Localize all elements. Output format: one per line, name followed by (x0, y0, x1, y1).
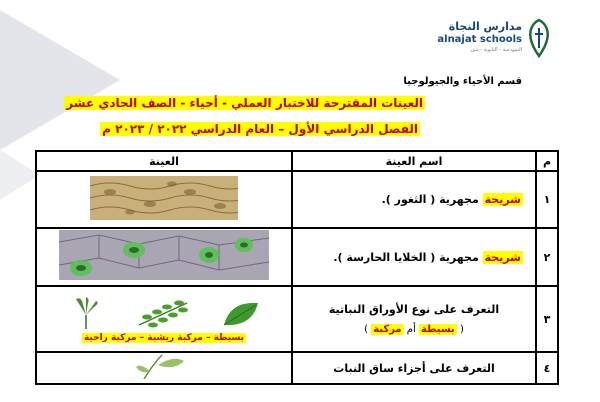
sample-name: التعرف على أجزاء ساق النبات (292, 352, 536, 384)
connector-word: أم (403, 324, 419, 335)
table-row (36, 286, 558, 352)
sample-name (292, 286, 536, 352)
logo-emblem-icon (528, 18, 550, 58)
department-label: قسم الأحياء والجيولوجيا (403, 76, 522, 87)
simple-leaf-icon (222, 299, 260, 329)
leaf-type-labels (37, 333, 291, 343)
pinnate-leaf-icon (137, 297, 189, 329)
leaf-labels-text: بسيطة – مركبة ريشية – مركبة راحية (83, 333, 245, 343)
sample-name-rest: مجهرية ( الثغور ). (381, 193, 483, 206)
plant-stem-image (134, 353, 194, 379)
highlighted-word: شريحة (484, 250, 521, 264)
sample-name-line1: التعرف على نوع الأوراق النباتية (328, 303, 500, 316)
row-number: ٤ (536, 352, 558, 384)
highlighted-word: مركبة (373, 324, 402, 335)
sample-image-cell (36, 286, 292, 352)
sample-image-cell (36, 171, 292, 228)
row-number: ١ (536, 171, 558, 228)
table-row (36, 228, 558, 286)
paren-open: ( (456, 324, 464, 335)
header-sample: العينة (36, 151, 292, 171)
header-name: اسم العينة (292, 151, 536, 171)
document-title: العينات المقترحة للاختبار العملي - أحياء - الصف الحادي عشر (66, 96, 423, 110)
samples-table (35, 150, 559, 385)
sample-name (292, 228, 536, 286)
sample-image-cell (36, 228, 292, 286)
school-name-ar: مدارس النجاة (448, 20, 522, 33)
header-num: م (536, 151, 558, 171)
row-number: ٢ (536, 228, 558, 286)
table-header-row (36, 151, 558, 171)
school-logo (437, 18, 550, 58)
document-subtitle: الفصل الدراسي الأول – العام الدراسي ٢٠٢٢ / ٢٠٢٣ م (102, 122, 418, 136)
sample-name-rest: مجهرية ( الخلايا الحارسة ). (333, 250, 483, 264)
guard-cells-micrograph (59, 230, 269, 280)
school-subtitle: النموذجية - الثانوية - بنين (470, 47, 522, 53)
sample-name-line2 (293, 324, 535, 335)
highlighted-word: بسيطة (420, 324, 455, 335)
table-row (36, 171, 558, 228)
school-name-en: alnajat schools (437, 34, 522, 45)
table-row (36, 352, 558, 384)
row-number: ٣ (536, 286, 558, 352)
sample-image-cell (36, 352, 292, 384)
decor-triangle-small (0, 150, 40, 200)
palmate-leaf-icon (68, 295, 104, 329)
paren-close: ) (364, 324, 372, 335)
leaf-images (37, 295, 291, 329)
stomata-micrograph (90, 176, 238, 220)
sample-name (292, 171, 536, 228)
highlighted-word: شريحة (484, 193, 521, 206)
